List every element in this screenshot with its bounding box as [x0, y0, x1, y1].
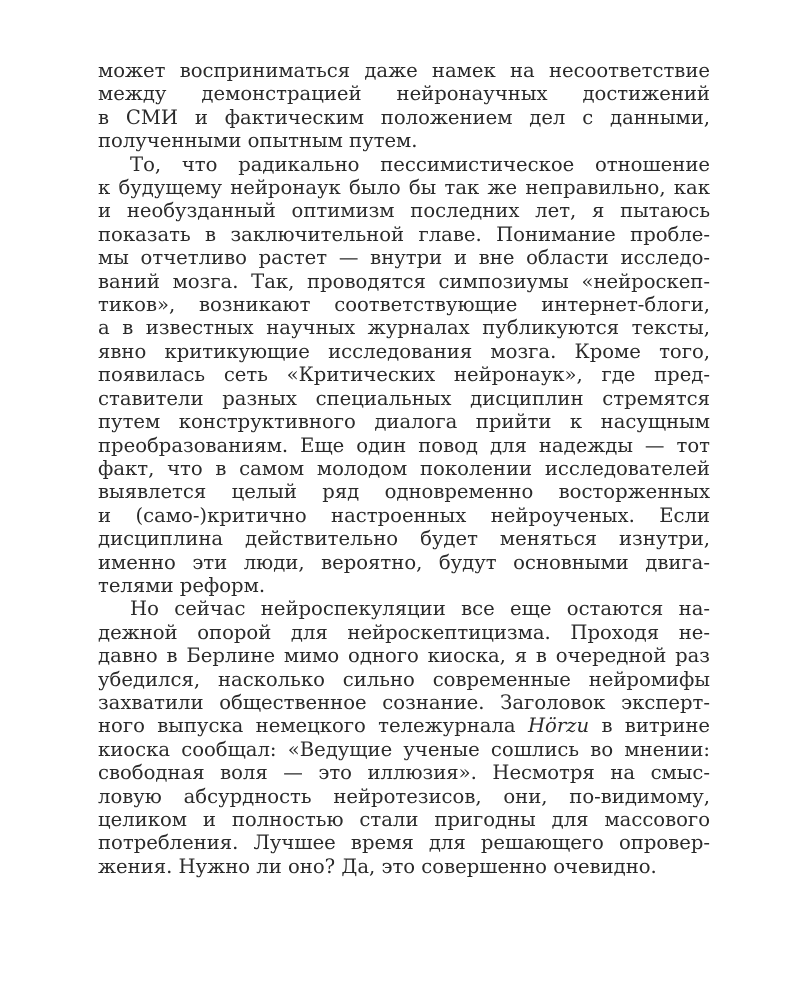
text-line: свободная воля — это иллюзия». Несмотря на смыс- — [98, 761, 710, 785]
text-line: факт, что в самом молодом поколении исследователей — [98, 456, 710, 480]
text-line: именно эти люди, вероятно, будут основными двига- — [98, 550, 710, 574]
text-line: появилась сеть «Критических нейронаук», где пред- — [98, 363, 710, 387]
text-line: ставители разных специальных дисциплин стремятся — [98, 386, 710, 410]
text-line: дисциплина действительно будет меняться изнутри, — [98, 527, 710, 551]
text-line: То, что радикально пессимистическое отношение — [130, 152, 710, 176]
text-line: ваний мозга. Так, проводятся симпозиумы «нейроскеп- — [98, 269, 710, 293]
text-line: и необузданный оптимизм последних лет, я пытаюсь — [98, 199, 710, 223]
text-line: в СМИ и фактическим положением дел с данными, — [98, 105, 710, 129]
text-line — [98, 714, 710, 737]
text-line: ловую абсурдность нейротезисов, они, по-видимому, — [98, 784, 710, 808]
text-segment: ного выпуска немецкого тележурнала — [98, 714, 528, 738]
text-line: жения. Нужно ли оно? Да, это совершенно очевидно. — [98, 854, 657, 878]
text-line: между демонстрацией нейронаучных достижений — [98, 82, 710, 106]
text-line: потребления. Лучшее время для решающего опровер- — [98, 831, 710, 855]
text-line: преобразованиям. Еще один повод для надежды — тот — [98, 433, 710, 457]
page-text — [98, 59, 710, 878]
text-line: давно в Берлине мимо одного киоска, я в очередной раз — [98, 644, 710, 668]
text-line: убедился, насколько сильно современные нейромифы — [98, 667, 710, 691]
paragraph — [98, 59, 710, 153]
text-line: к будущему нейронаук было бы так же неправильно, как — [98, 176, 710, 200]
text-line: дежной опорой для нейроскептицизма. Проходя не- — [98, 620, 710, 644]
text-line: может восприниматься даже намек на несоответствие — [98, 59, 710, 82]
text-line: целиком и полностью стали пригодны для массового — [98, 808, 710, 831]
text-line: захватили общественное сознание. Заголовок эксперт- — [98, 690, 710, 714]
paragraph — [98, 597, 710, 878]
text-line: показать в заключительной главе. Понимание пробле- — [98, 222, 710, 246]
text-line: явно критикующие исследования мозга. Кроме того, — [98, 339, 710, 363]
text-line: путем конструктивного диалога прийти к насущным — [98, 410, 710, 434]
magazine-title: Hörzu — [527, 714, 590, 738]
text-line: выявлется целый ряд одновременно восторженных — [98, 480, 710, 504]
text-line: полученными опытным путем. — [98, 129, 418, 153]
text-line: киоска сообщал: «Ведущие ученые сошлись во мнении: — [98, 737, 710, 761]
text-line: Но сейчас нейроспекуляции все еще остаются на- — [130, 597, 710, 621]
text-line: а в известных научных журналах публикуются тексты, — [98, 316, 710, 340]
paragraph — [98, 153, 710, 598]
text-line: и (само-)критично настроенных нейроученых. Если — [98, 503, 710, 527]
text-line: тиков», возникают соответствующие интернет-блоги, — [98, 293, 710, 317]
text-line: телями реформ. — [98, 573, 266, 597]
text-segment: в витрине — [589, 714, 710, 738]
text-line: мы отчетливо растет — внутри и вне области исследо- — [98, 246, 710, 270]
